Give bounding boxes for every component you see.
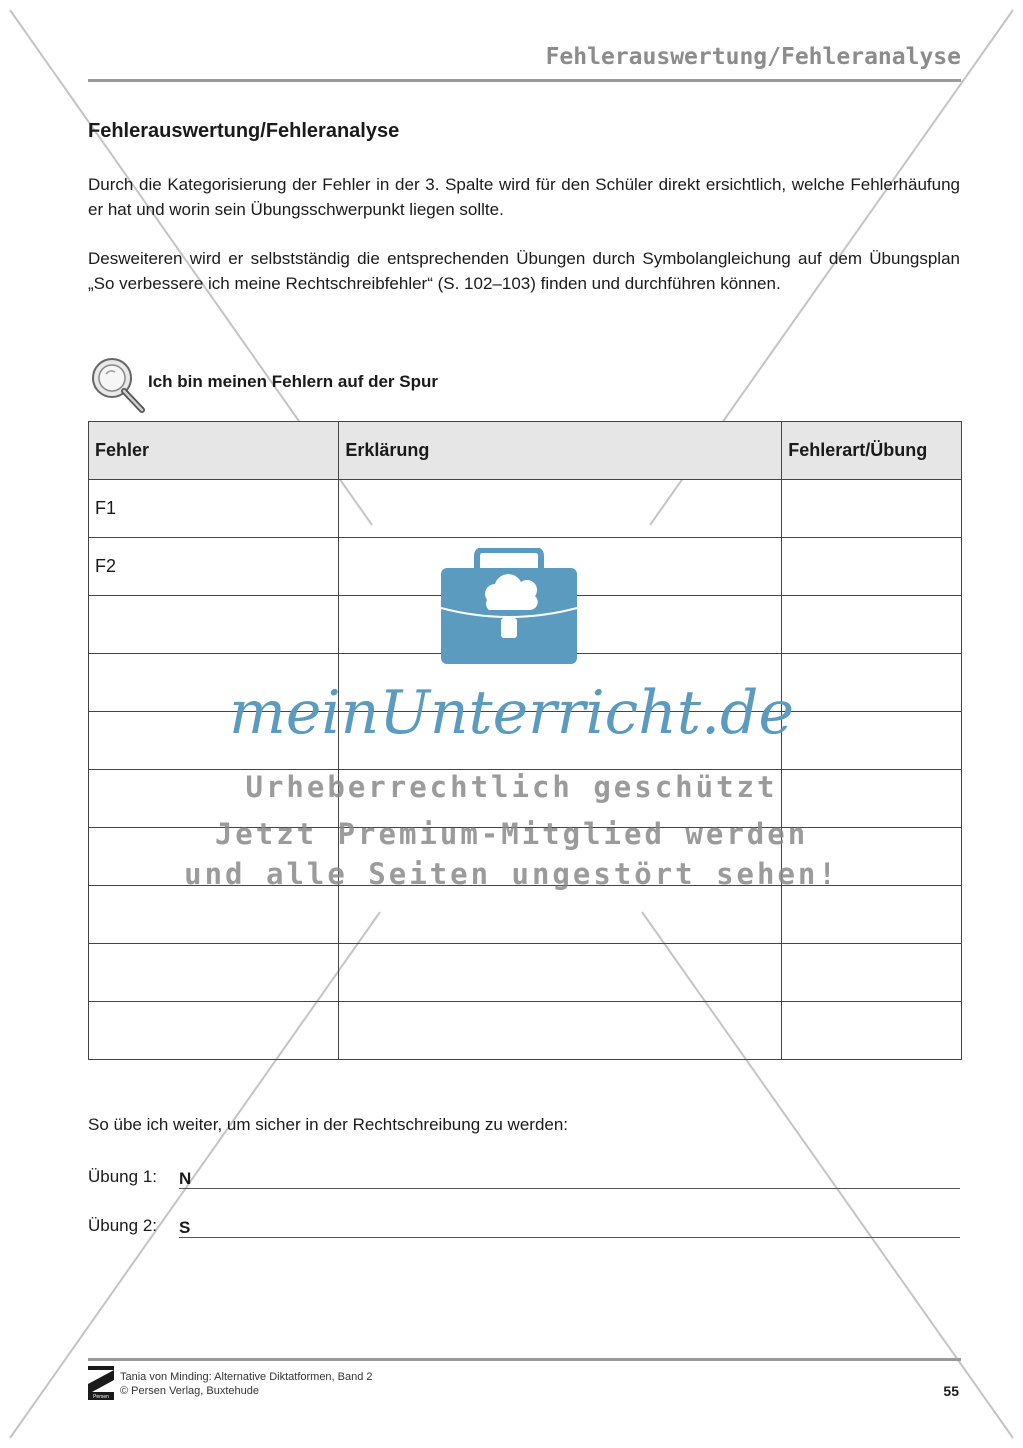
table-cell[interactable] [782, 1002, 962, 1060]
table-cell[interactable] [782, 480, 962, 538]
table-cell[interactable] [89, 1002, 339, 1060]
table-cell[interactable] [782, 886, 962, 944]
table-cell[interactable] [782, 944, 962, 1002]
publisher-logo-text: Persen [93, 1394, 109, 1400]
column-header-fehler: Fehler [89, 422, 339, 480]
section-heading: Fehlerauswertung/Fehleranalyse [88, 120, 400, 142]
column-header-fehlerart: Fehlerart/Übung [782, 422, 962, 480]
publisher-logo-icon [88, 1366, 114, 1400]
table-cell[interactable] [89, 596, 339, 654]
watermark-premium-notice-2: und alle Seiten ungestört sehen! [184, 857, 839, 891]
exercise-symbol: S [179, 1218, 191, 1237]
table-cell[interactable] [782, 596, 962, 654]
exercises-intro: So übe ich weiter, um sicher in der Rechtschreibung zu werden: [88, 1115, 569, 1134]
table-cell[interactable] [89, 944, 339, 1002]
exercise-line-2 [88, 1212, 960, 1238]
watermark-copyright-notice: Urheberrechtlich geschützt [245, 770, 778, 804]
exercise-label: Übung 1: [88, 1167, 157, 1186]
exercise-symbol: N [179, 1169, 192, 1188]
table-header-row [89, 422, 962, 480]
header-divider [88, 79, 961, 82]
table-cell[interactable] [339, 480, 782, 538]
table-row [89, 886, 962, 944]
credit-line-title: Tania von Minding: Alternative Diktatformen, Band 2 [120, 1371, 373, 1383]
page-header-title: Fehlerauswertung/Fehleranalyse [545, 44, 961, 70]
watermark-premium-notice: Jetzt Premium-Mitglied werden [214, 817, 809, 851]
table-cell[interactable] [339, 1002, 782, 1060]
watermark-brand: meinUnterricht.de [229, 678, 794, 748]
exercise-line-1 [88, 1163, 960, 1189]
table-row [89, 480, 962, 538]
footer-credit [120, 1370, 373, 1398]
table-subheading: Ich bin meinen Fehlern auf der Spur [148, 372, 438, 391]
exercise-write-line[interactable] [179, 1188, 960, 1189]
table-cell[interactable] [782, 538, 962, 596]
table-cell[interactable] [339, 886, 782, 944]
table-cell[interactable] [89, 886, 339, 944]
credit-line-publisher: © Persen Verlag, Buxtehude [120, 1385, 259, 1397]
table-row [89, 1002, 962, 1060]
instruction-paragraph: Desweiteren wird er selbstständig die entsprechenden Übungen durch Symbolangleichung auf dem Übungsplan „So verbessere ich meine Rechtschreibfehler“ (S. 102–103) finden und durchführen können. [88, 249, 960, 293]
magnifier-icon [86, 356, 148, 416]
table-cell[interactable]: F1 [89, 480, 339, 538]
table-cell[interactable] [339, 944, 782, 1002]
column-header-erklaerung: Erklärung [339, 422, 782, 480]
exercise-label: Übung 2: [88, 1216, 157, 1235]
page-number: 55 [943, 1383, 959, 1399]
footer-divider [88, 1358, 961, 1361]
exercise-write-line[interactable] [179, 1237, 960, 1238]
intro-paragraph: Durch die Kategorisierung der Fehler in der 3. Spalte wird für den Schüler direkt ersichtlich, welche Fehlerhäufung er hat und worin sein Übungsschwerpunkt liegen sollte. [88, 175, 960, 219]
briefcase-icon [439, 548, 579, 666]
table-row [89, 944, 962, 1002]
table-cell[interactable]: F2 [89, 538, 339, 596]
